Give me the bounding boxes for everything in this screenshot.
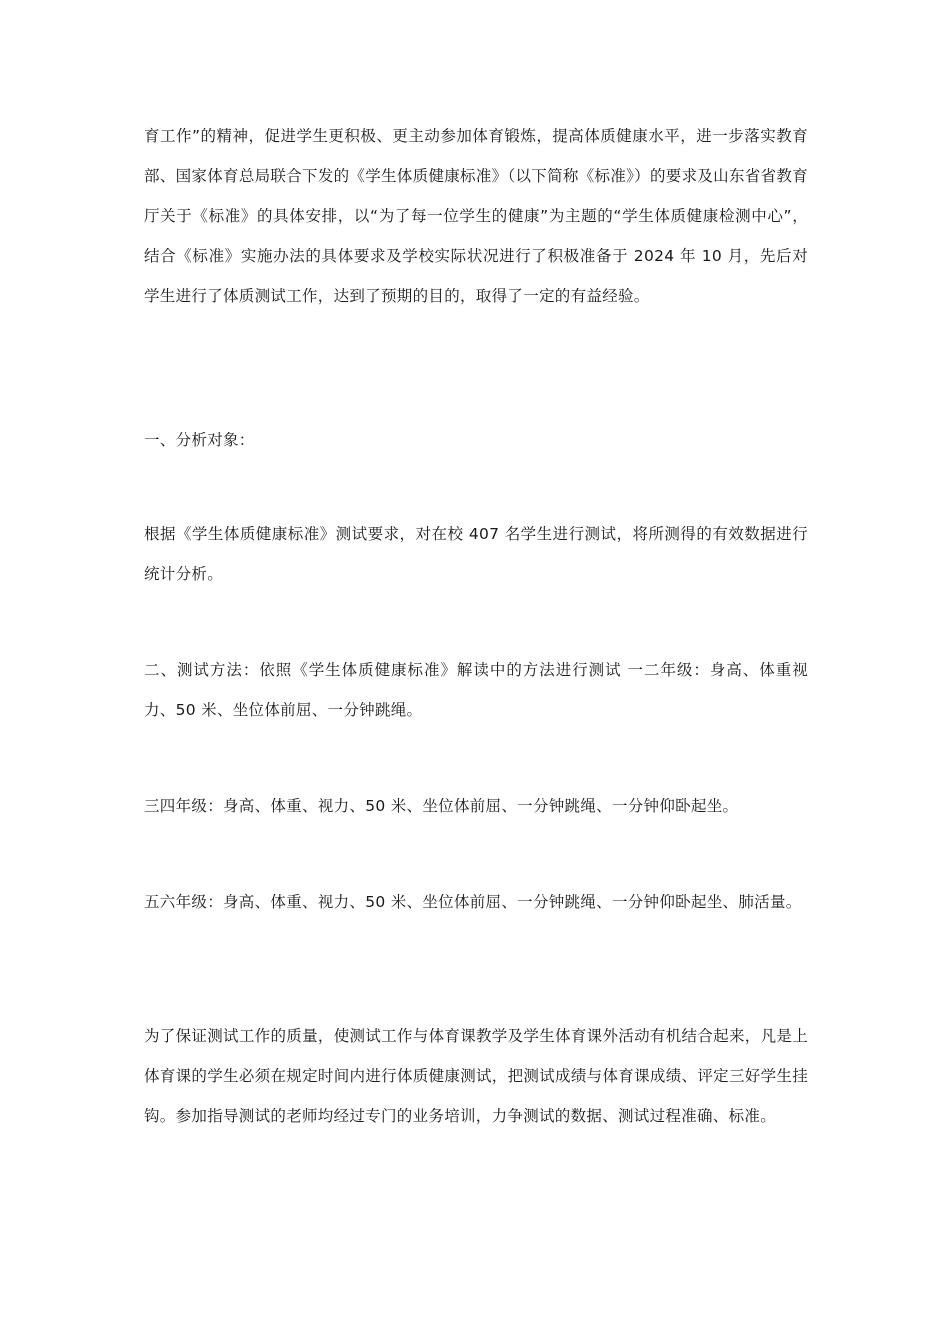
quality-assurance-paragraph: 为了保证测试工作的质量，使测试工作与体育课教学及学生体育课外活动有机结合起来，凡是上体育课的学生必须在规定时间内进行体质健康测试，把测试成绩与体育课成绩、评定三好学生挂钩。参加指导测试的老师均经过专门的业务培训，力争测试的数据、测试过程准确、标准。	[144, 1027, 808, 1125]
grade-5-6-paragraph: 五六年级：身高、体重、视力、50 米、坐位体前屈、一分钟跳绳、一分钟仰卧起坐、肺活量。	[144, 893, 802, 911]
intro-paragraph: 育工作”的精神，促进学生更积极、更主动参加体育锻炼，提高体质健康水平，进一步落实教育部、国家体育总局联合下发的《学生体质健康标准》（以下简称《标准》）的要求及山东省省教育厅关于《标准》的具体安排，以“为了每一位学生的健康”为主题的“学生体质健康检测中心”，结合《标准》实施办法的具体要求及学校实际状况进行了积极准备于 2024 年 10 月，先后对学生进行了体质测试工作，达到了预期的目的，取得了一定的有益经验。	[144, 127, 808, 305]
test-method-paragraph: 二、测试方法：依照《学生体质健康标准》解读中的方法进行测试 一二年级：身高、体重视力、50 米、坐位体前屈、一分钟跳绳。	[144, 661, 808, 719]
grade-3-4-paragraph: 三四年级：身高、体重、视力、50 米、坐位体前屈、一分钟跳绳、一分钟仰卧起坐。	[144, 797, 739, 815]
analysis-object-paragraph: 根据《学生体质健康标准》测试要求，对在校 407 名学生进行测试，将所测得的有效数据进行统计分析。	[144, 525, 808, 583]
section-heading-analysis-object: 一、分析对象：	[144, 431, 255, 449]
